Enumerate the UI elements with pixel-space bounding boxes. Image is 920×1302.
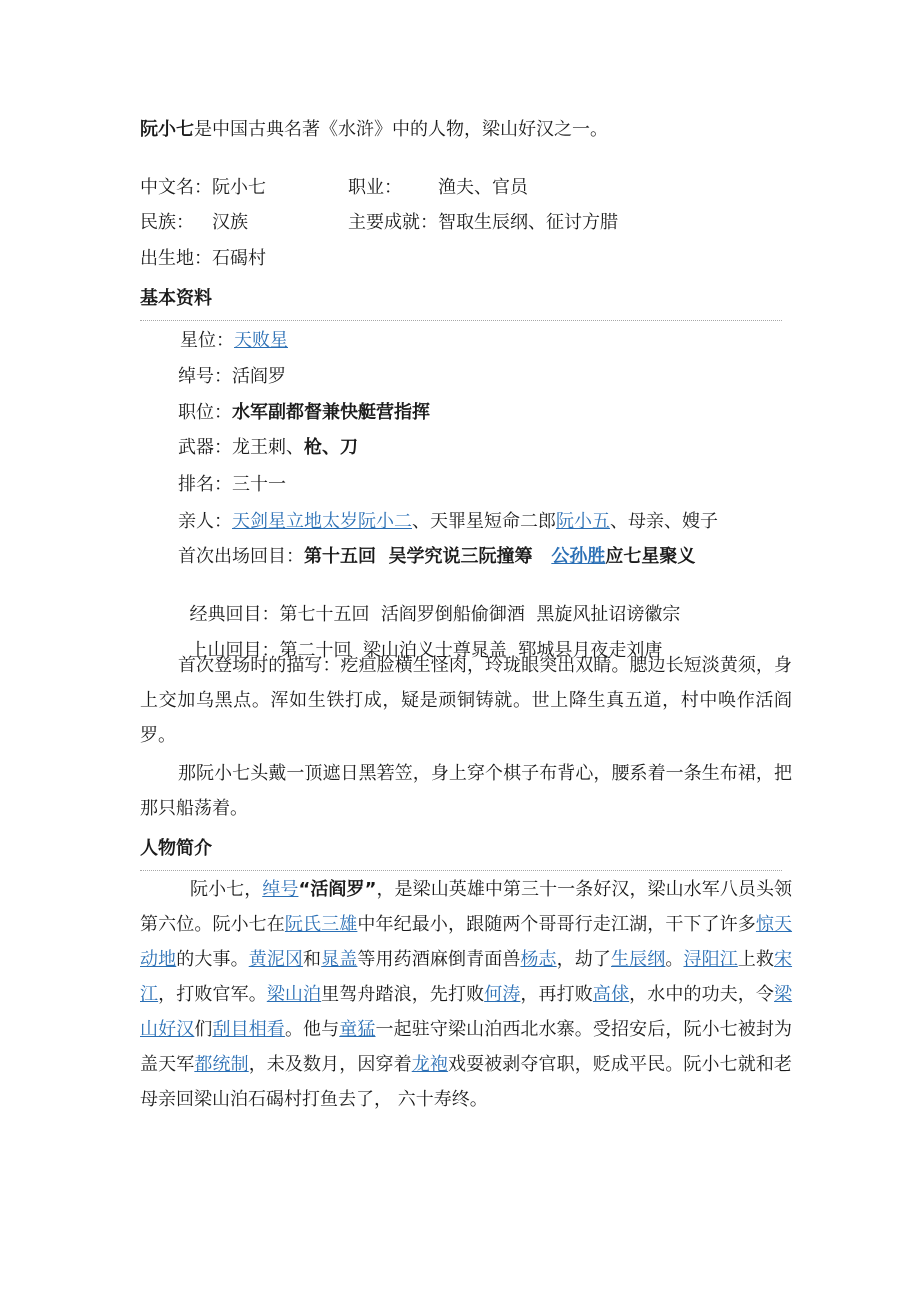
job-label: 职业： bbox=[348, 177, 402, 198]
divider bbox=[140, 320, 782, 321]
text: ，水中的功夫，令 bbox=[629, 984, 775, 1005]
link-liangshanpo[interactable]: 梁山泊 bbox=[266, 984, 322, 1005]
text: 中年纪最小，跟随两个哥哥行走江湖，干下了许多 bbox=[357, 914, 756, 935]
link-gaoqiu[interactable]: 高俅 bbox=[592, 984, 630, 1005]
text: 和 bbox=[303, 949, 322, 970]
first-chapter-b: 应七星聚义 bbox=[605, 546, 696, 567]
birthplace-label: 出生地： bbox=[140, 248, 212, 269]
achievement-label: 主要成就： bbox=[348, 212, 438, 233]
link-longpao[interactable]: 龙袍 bbox=[411, 1054, 448, 1075]
text: ，再打败 bbox=[520, 984, 593, 1005]
link-xunyangjiang[interactable]: 浔阳江 bbox=[683, 949, 738, 970]
classic-chapter-label: 经典回目： bbox=[189, 604, 280, 625]
section-heading-basic: 基本资料 bbox=[140, 288, 212, 309]
post-label: 职位： bbox=[178, 402, 232, 423]
link-huangnigang[interactable]: 黄泥冈 bbox=[248, 949, 304, 970]
cn-name-label: 中文名： bbox=[140, 177, 212, 198]
star-link[interactable]: 天败星 bbox=[234, 330, 288, 351]
nickname-label: 绰号： bbox=[178, 366, 232, 387]
description-paragraph: 首次登场时的描写：疙疸脸横生怪肉，玲珑眼突出双睛。腮边长短淡黄须，身上交加乌黑点。浑如生铁打成，疑是顽铜铸就。世上降生真五道，村中唤作活阎罗。 bbox=[140, 655, 792, 746]
text: 上救 bbox=[737, 949, 775, 970]
text: ，打败官军。 bbox=[158, 984, 267, 1005]
birthplace-value: 石碣村 bbox=[212, 248, 266, 269]
kin-end: 、母亲、嫂子 bbox=[610, 511, 718, 532]
ethnic-label: 民族： bbox=[140, 212, 194, 233]
info-job bbox=[348, 177, 528, 199]
ethnic-value: 汉族 bbox=[212, 212, 248, 233]
kin-link-xiaoer[interactable]: 天剑星立地太岁阮小二 bbox=[232, 511, 412, 532]
star-label: 星位： bbox=[180, 330, 234, 351]
intro-text: 是中国古典名著《水浒》中的人物，梁山好汉之一。 bbox=[194, 119, 608, 140]
kin-row bbox=[178, 511, 718, 533]
text: 阮小七， bbox=[190, 879, 263, 900]
info-birthplace bbox=[140, 248, 266, 270]
text: ，劫了 bbox=[556, 949, 612, 970]
kin-link-xiaowu[interactable]: 阮小五 bbox=[556, 511, 610, 532]
link-yangzhi[interactable]: 杨志 bbox=[520, 949, 557, 970]
link-ruan-brothers[interactable]: 阮氏三雄 bbox=[284, 914, 358, 935]
link-chaogai[interactable]: 晁盖 bbox=[321, 949, 358, 970]
mount-chapter-value: 第二十回 梁山泊义士尊晁盖 郓城县月夜走刘唐 bbox=[279, 640, 663, 661]
star-row bbox=[180, 330, 288, 352]
link-guamuxiangkan[interactable]: 刮目相看 bbox=[212, 1019, 285, 1040]
link-hetao[interactable]: 何涛 bbox=[484, 984, 521, 1005]
weapon-row bbox=[178, 437, 358, 459]
link-songjiang[interactable]: 宋江 bbox=[140, 949, 793, 1005]
divider bbox=[140, 870, 782, 871]
text: 们 bbox=[194, 1019, 213, 1040]
profile-paragraph bbox=[140, 872, 792, 1117]
text: 。 bbox=[665, 949, 684, 970]
rank-value: 三十一 bbox=[232, 474, 286, 495]
kin-mid: 、天罪星短命二郎 bbox=[412, 511, 556, 532]
link-tongmeng[interactable]: 童猛 bbox=[339, 1019, 376, 1040]
weapon-value-a: 龙王刺、 bbox=[232, 437, 304, 458]
classic-chapter-value: 第七十五回 活阎罗倒船偷御酒 黑旋风扯诏谤徽宗 bbox=[279, 604, 681, 625]
text: 戏耍被剥夺官职，贬成平民。阮小七就和老母亲回梁山泊石碣村打鱼去了， 六十寿终。 bbox=[140, 1054, 793, 1110]
intro-name: 阮小七 bbox=[140, 119, 194, 140]
rank-label: 排名： bbox=[178, 474, 232, 495]
nickname-row bbox=[178, 366, 286, 388]
link-nickname[interactable]: 绰号 bbox=[262, 879, 299, 900]
info-ethnic bbox=[140, 212, 248, 234]
post-row bbox=[178, 402, 430, 424]
info-achievement bbox=[348, 212, 618, 234]
text: 。他与 bbox=[284, 1019, 340, 1040]
text: ，未及数月，因穿着 bbox=[248, 1054, 412, 1075]
section-heading-profile: 人物简介 bbox=[140, 838, 212, 859]
text: 里驾舟踏浪，先打败 bbox=[321, 984, 485, 1005]
gongsunsheng-link[interactable]: 公孙胜 bbox=[551, 546, 606, 567]
weapon-label: 武器： bbox=[178, 437, 232, 458]
mount-chapter-label: 上山回目： bbox=[189, 640, 280, 661]
intro-line bbox=[140, 119, 608, 141]
link-liangshan-heroes[interactable]: 梁山好汉 bbox=[140, 984, 793, 1040]
weapon-value-b: 枪、刀 bbox=[304, 437, 358, 458]
text: ，是梁山英雄中第三十一条好汉，梁山水军八员头领第六位。阮小七在 bbox=[140, 879, 793, 935]
rank-row bbox=[178, 474, 286, 496]
text: 的大事。 bbox=[176, 949, 249, 970]
text: 一起驻守梁山泊西北水寨。受招安后，阮小七被封为盖天军 bbox=[140, 1019, 793, 1075]
link-dutongzhi[interactable]: 都统制 bbox=[194, 1054, 249, 1075]
first-chapter-label: 首次出场回目： bbox=[178, 546, 304, 567]
text: 等用药酒麻倒青面兽 bbox=[357, 949, 521, 970]
first-chapter-a: 第十五回 吴学究说三阮撞筹 bbox=[304, 546, 552, 567]
link-earth-shaking[interactable]: 惊天动地 bbox=[140, 914, 793, 970]
link-shengchengang[interactable]: 生辰纲 bbox=[611, 949, 666, 970]
kin-label: 亲人： bbox=[178, 511, 232, 532]
nickname-value: 活阎罗 bbox=[232, 366, 286, 387]
text: “活阎罗” bbox=[298, 879, 377, 900]
job-value: 渔夫、官员 bbox=[438, 177, 528, 198]
achievement-value: 智取生辰纲、征讨方腊 bbox=[438, 212, 618, 233]
post-value: 水军副都督兼快艇营指挥 bbox=[232, 402, 430, 423]
attire-paragraph: 那阮小七头戴一顶遮日黑箬笠，身上穿个棋子布背心，腰系着一条生布裙，把那只船荡着。 bbox=[140, 763, 792, 819]
info-cn-name bbox=[140, 177, 266, 199]
cn-name-value: 阮小七 bbox=[212, 177, 266, 198]
first-chapter-row bbox=[178, 546, 695, 568]
